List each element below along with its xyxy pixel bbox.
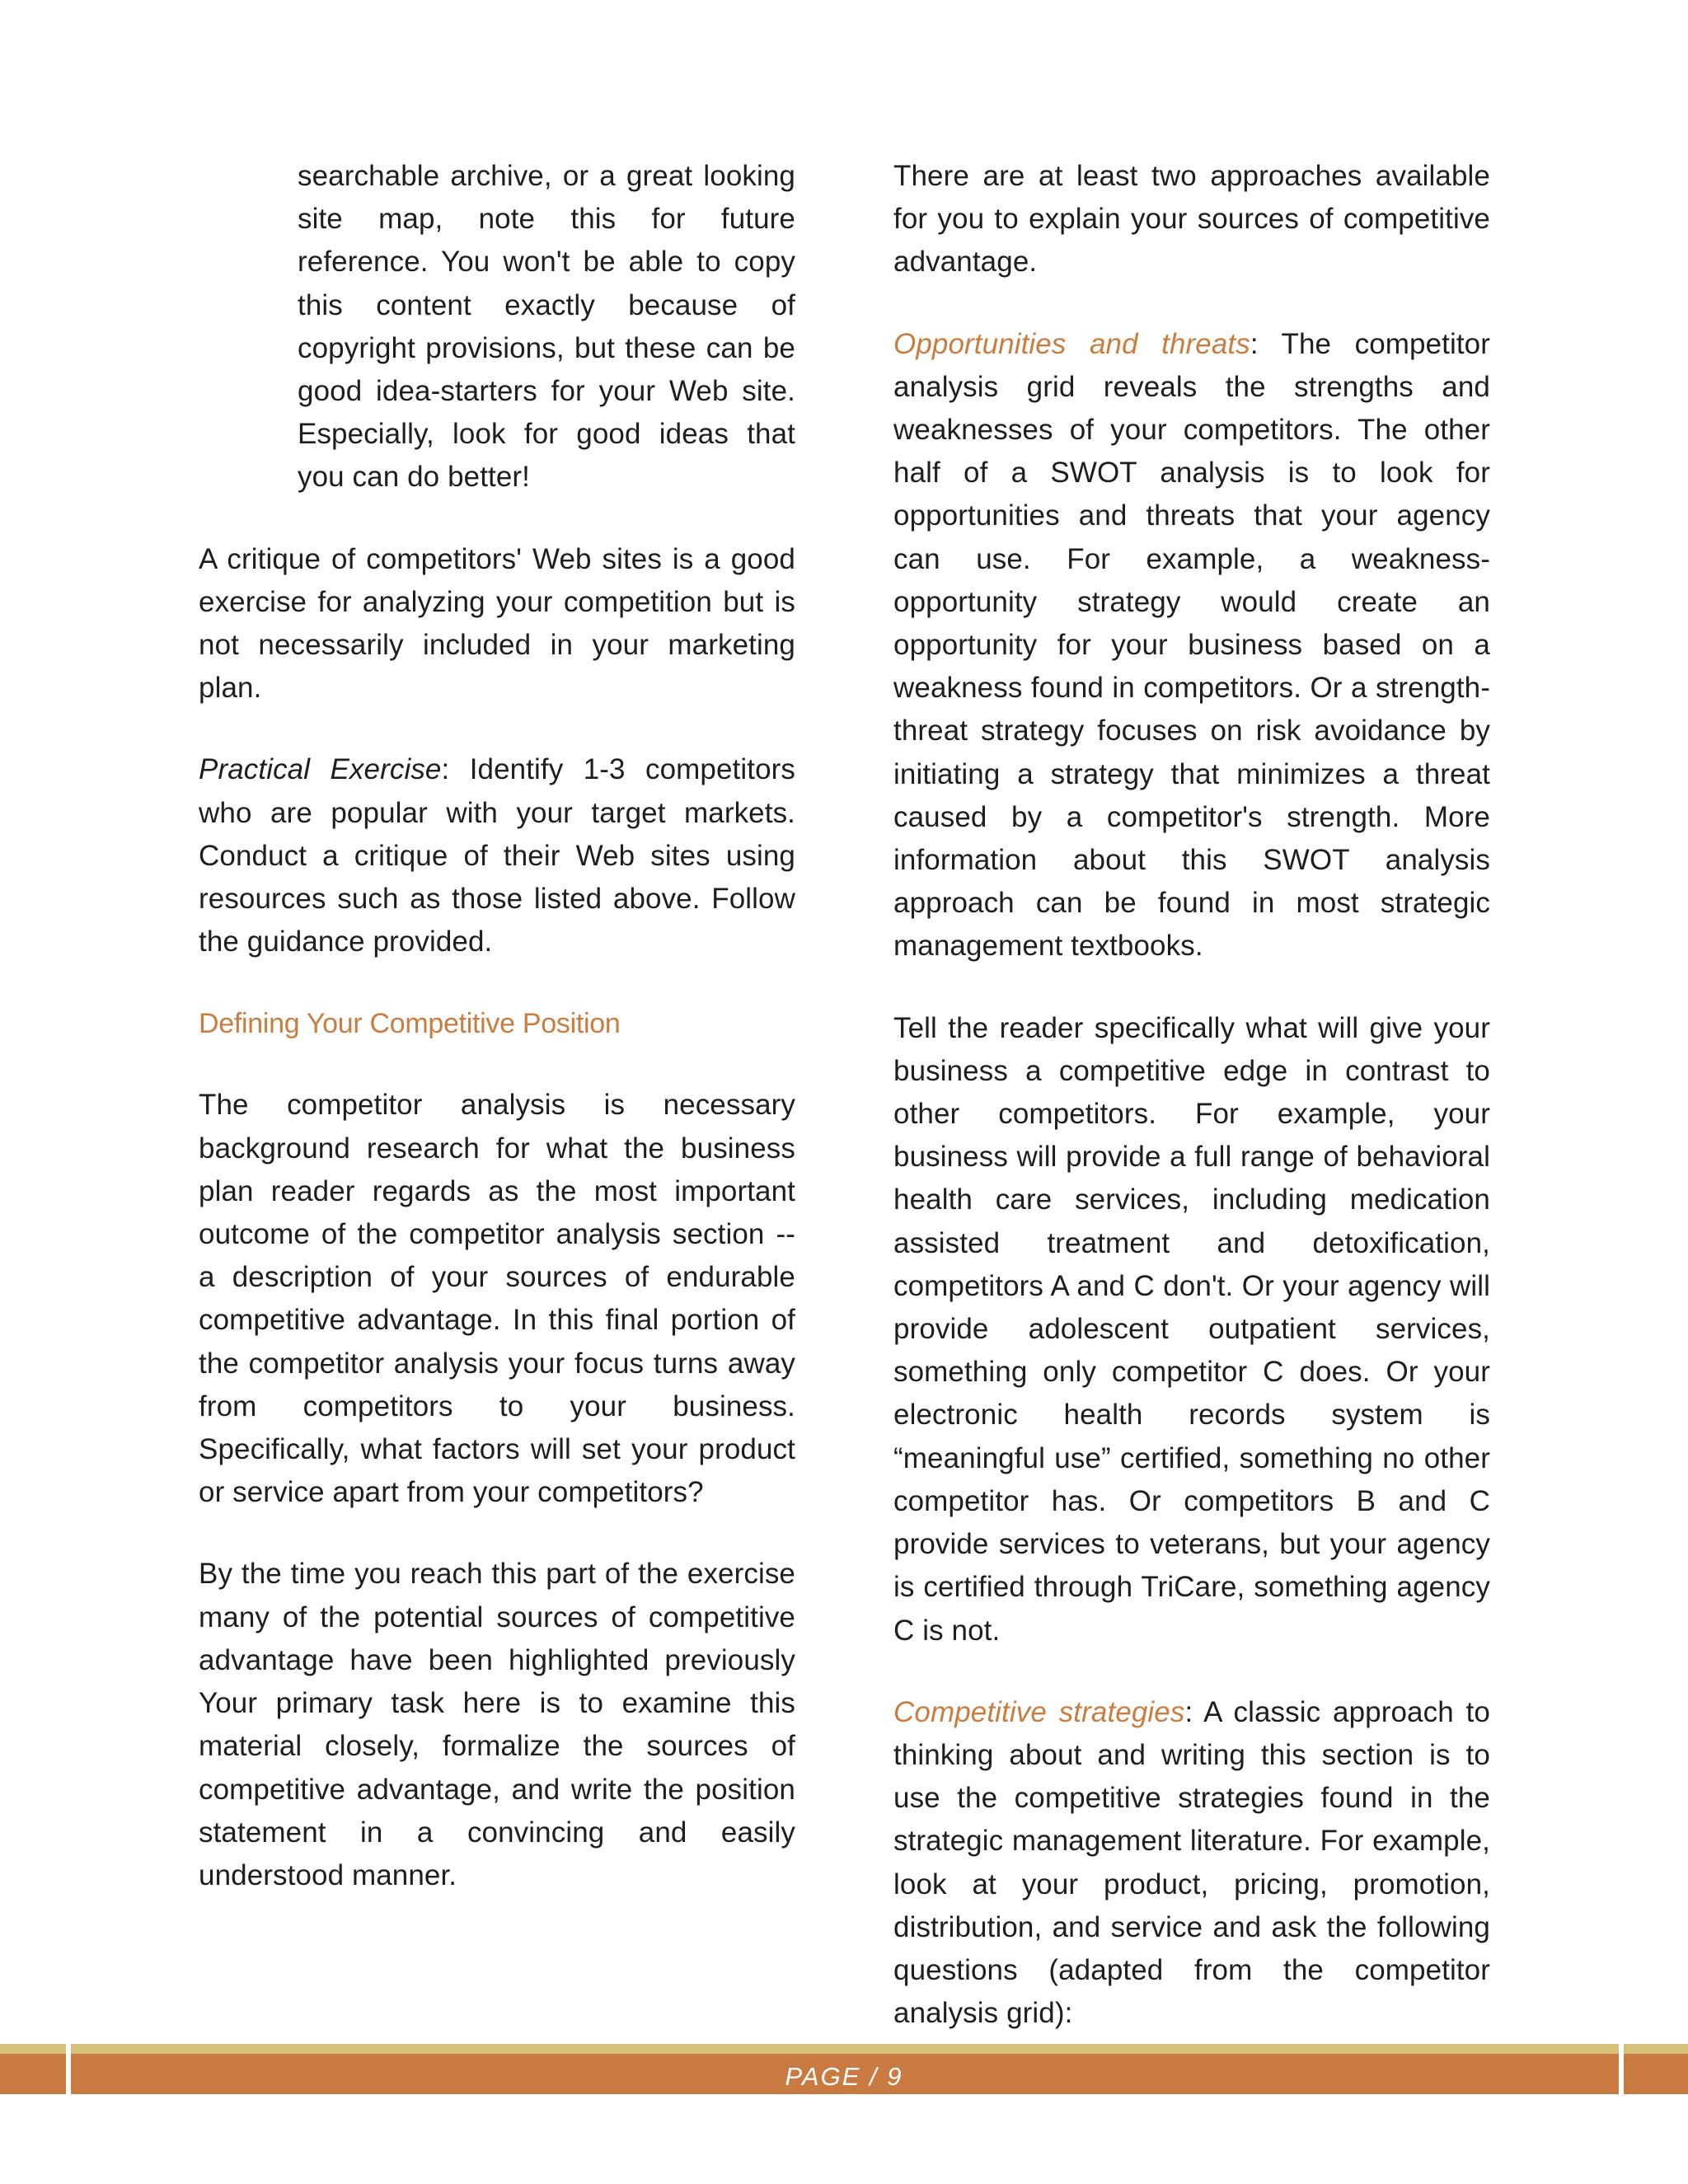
left-column: [199, 155, 795, 1936]
opportunities-text: : The competitor analysis grid reveals the strengths and weaknesses of your competitors. The other half of a SWOT analysis is to look for opportunities and threats that your agency can use. For example, a weakness-opportunity strategy would create an opportunity for your business based on a weakness found in competitors. Or a strength-threat strategy focuses on risk avoidance by initiating a strategy that minimizes a threat caused by a competitor's strength. More information about this SWOT analysis approach can be found in most strategic management textbooks.: [893, 327, 1490, 963]
strategies-paragraph: [893, 1691, 1490, 2036]
strategies-text: : A classic approach to thinking about and writing this section is to use the competitive strategies found in the strategic management literature. For example, look at your product, pricing, promotion, distribution, and service and ask the following questions (adapted from the competitor analysis grid):: [893, 1695, 1490, 2030]
exercise-label: Practical Exercise: [199, 753, 442, 786]
section-heading: Defining Your Competitive Position: [199, 1008, 621, 1040]
page-number: PAGE / 9: [785, 2062, 903, 2091]
footer-band-light-left: [0, 2044, 66, 2054]
approaches-paragraph: There are at least two approaches available for you to explain your sources of competitive advantage.: [893, 160, 1490, 279]
footer-band-light-right: [1624, 2044, 1688, 2054]
opportunities-label: Opportunities and threats: [893, 327, 1250, 360]
edge-paragraph: Tell the reader specifically what will give your business a competitive edge in contrast to other competitors. For example, your business will provide a full range of behavioral health care services, including medication assisted treatment and detoxification, competitors A and C don't. Or your agency will provide adolescent outpatient services, something only competitor C does. Or your electronic health records system is “meaningful use” certified, something no other competitor has. Or competitors B and C provide services to veterans, but your agency is certified through TriCare, something agency C is not.: [893, 1011, 1490, 1647]
indented-paragraph: searchable archive, or a great looking site map, note this for future reference. You won't be able to copy this content exactly because of copyright provisions, but these can be good idea-starters for your Web site. Especially, look for good ideas that you can do better!: [298, 160, 795, 494]
right-column: [893, 155, 1490, 2074]
footer-band-light-main: [71, 2044, 1619, 2054]
practical-exercise-paragraph: [199, 748, 795, 963]
opportunities-paragraph: [893, 323, 1490, 968]
position-paragraph: The competitor analysis is necessary background research for what the business plan reader regards as the most important outcome of the competitor analysis section -- a description of your sources of endurable competitive advantage. In this final portion of the competitor analysis your focus turns away from competitors to your business. Specifically, what factors will set your product or service apart from your competitors?: [199, 1089, 795, 1509]
timing-paragraph: By the time you reach this part of the exercise many of the potential sources of competitive advantage have been highlighted previously Your primary task here is to examine this material closely, formalize the sources of competitive advantage, and write the position statement in a convincing and easily understood manner.: [199, 1558, 795, 1891]
exercise-text: : Identify 1-3 competitors who are popular with your target markets. Conduct a critique of their Web sites using resources such as those listed above. Follow the guidance provided.: [199, 753, 795, 958]
critique-paragraph: A critique of competitors' Web sites is a good exercise for analyzing your competition but is not necessarily included in your marketing plan.: [199, 542, 795, 705]
strategies-label: Competitive strategies: [893, 1695, 1185, 1728]
